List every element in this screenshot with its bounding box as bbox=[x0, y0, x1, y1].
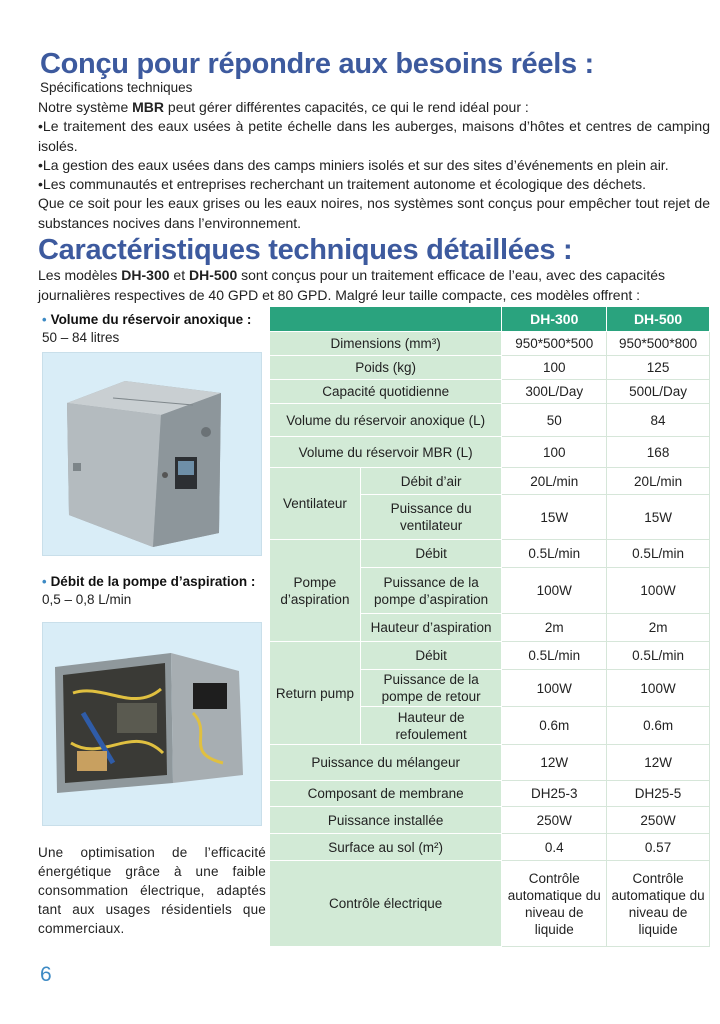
header-dh500: DH-500 bbox=[607, 307, 710, 332]
row-label: Hauteur de refoulement bbox=[360, 707, 501, 745]
row-value-dh300: 0.5L/min bbox=[502, 642, 607, 670]
table-row bbox=[270, 642, 710, 670]
table-row bbox=[270, 380, 710, 404]
row-value-dh300: 20L/min bbox=[502, 468, 607, 495]
group-label-pompe: Pompe d’aspiration bbox=[270, 540, 361, 642]
page-title: Conçu pour répondre aux besoins réels : bbox=[40, 48, 594, 80]
bullet-1: •Le traitement des eaux usées à petite échelle dans les auberges, maisons d’hôtes et centres de camping isolés. bbox=[38, 118, 710, 154]
control-box-photo bbox=[42, 622, 262, 826]
row-value-dh500: 0.5L/min bbox=[607, 540, 710, 568]
table-row bbox=[270, 356, 710, 380]
row-label: Débit d’air bbox=[360, 468, 501, 495]
row-label: Poids (kg) bbox=[270, 356, 502, 380]
feature-2-title: • Débit de la pompe d’aspiration : bbox=[42, 574, 256, 589]
row-label: Surface au sol (m²) bbox=[270, 834, 502, 861]
row-label: Hauteur d’aspiration bbox=[360, 614, 501, 642]
row-value-dh500: 125 bbox=[607, 356, 710, 380]
row-label: Composant de membrane bbox=[270, 781, 502, 807]
group-label-ventilateur: Ventilateur bbox=[270, 468, 361, 540]
row-value-dh500: Contrôle automatique du niveau de liquide bbox=[607, 861, 710, 947]
section-title: Caractéristiques techniques détaillées : bbox=[38, 234, 573, 266]
row-value-dh500: 0.57 bbox=[607, 834, 710, 861]
models-intro: Les modèles DH-300 et DH-500 sont conçus pour un traitement efficace de l’eau, avec des capacités journalières respectives de 40 GPD et 80 GPD. Malgré leur taille compacte, ces modèles offrent : bbox=[38, 267, 666, 303]
table-row bbox=[270, 781, 710, 807]
row-value-dh300: 100 bbox=[502, 356, 607, 380]
row-value-dh500: 250W bbox=[607, 807, 710, 834]
row-label: Puissance de la pompe d’aspiration bbox=[360, 568, 501, 614]
row-value-dh300: 950*500*500 bbox=[502, 332, 607, 356]
table-header-row bbox=[270, 307, 710, 332]
row-value-dh300: 15W bbox=[502, 495, 607, 540]
row-value-dh500: 100W bbox=[607, 670, 710, 707]
feature-1-title: • Volume du réservoir anoxique : bbox=[42, 312, 252, 327]
row-value-dh500: 84 bbox=[607, 404, 710, 437]
row-label: Débit bbox=[360, 642, 501, 670]
closing-paragraph: Que ce soit pour les eaux grises ou les eaux noires, nos systèmes sont conçus pour empêcher tout rejet de substances nocives dans l’environnement. bbox=[38, 195, 710, 231]
row-value-dh500: 0.6m bbox=[607, 707, 710, 745]
row-value-dh500: 12W bbox=[607, 745, 710, 781]
row-label: Puissance du ventilateur bbox=[360, 495, 501, 540]
row-value-dh300: 100W bbox=[502, 568, 607, 614]
row-label: Puissance de la pompe de retour bbox=[360, 670, 501, 707]
row-label: Dimensions (mm³) bbox=[270, 332, 502, 356]
row-label: Débit bbox=[360, 540, 501, 568]
header-dh300: DH-300 bbox=[502, 307, 607, 332]
row-value-dh500: 0.5L/min bbox=[607, 642, 710, 670]
subheading: Spécifications techniques bbox=[40, 80, 193, 95]
row-value-dh300: DH25-3 bbox=[502, 781, 607, 807]
row-label: Volume du réservoir anoxique (L) bbox=[270, 404, 502, 437]
table-row bbox=[270, 834, 710, 861]
table-row bbox=[270, 745, 710, 781]
feature-1-value: 50 – 84 litres bbox=[42, 330, 120, 345]
table-row bbox=[270, 807, 710, 834]
table-row bbox=[270, 437, 710, 468]
bullet-dot-icon: • bbox=[42, 574, 47, 589]
row-value-dh300: 50 bbox=[502, 404, 607, 437]
row-value-dh300: 250W bbox=[502, 807, 607, 834]
bullet-2: •La gestion des eaux usées dans des camps miniers isolés et sur des sites d’événements en plein air. bbox=[38, 157, 669, 173]
row-value-dh300: 300L/Day bbox=[502, 380, 607, 404]
row-value-dh300: Contrôle automatique du niveau de liquide bbox=[502, 861, 607, 947]
row-value-dh300: 100W bbox=[502, 670, 607, 707]
table-header-blank bbox=[270, 307, 502, 332]
row-value-dh500: 15W bbox=[607, 495, 710, 540]
row-value-dh500: 950*500*800 bbox=[607, 332, 710, 356]
row-value-dh500: 2m bbox=[607, 614, 710, 642]
table-row bbox=[270, 468, 710, 495]
row-value-dh500: 168 bbox=[607, 437, 710, 468]
group-label-return-pump: Return pump bbox=[270, 642, 361, 745]
row-value-dh500: 100W bbox=[607, 568, 710, 614]
intro-paragraph: Notre système MBR peut gérer différentes capacités, ce qui le rend idéal pour : bbox=[38, 99, 529, 115]
page-number: 6 bbox=[40, 963, 52, 986]
spec-table bbox=[269, 306, 710, 947]
row-label: Contrôle électrique bbox=[270, 861, 502, 947]
table-row bbox=[270, 861, 710, 947]
row-value-dh500: 20L/min bbox=[607, 468, 710, 495]
row-label: Puissance installée bbox=[270, 807, 502, 834]
tank-photo bbox=[42, 352, 262, 556]
bullet-3: •Les communautés et entreprises recherchant un traitement autonome et écologique des déchets. bbox=[38, 176, 647, 192]
row-label: Capacité quotidienne bbox=[270, 380, 502, 404]
row-value-dh300: 0.4 bbox=[502, 834, 607, 861]
row-label: Puissance du mélangeur bbox=[270, 745, 502, 781]
row-value-dh300: 0.6m bbox=[502, 707, 607, 745]
table-row bbox=[270, 540, 710, 568]
efficiency-text: Une optimisation de l’efficacité énergétique grâce à une faible consommation électrique, adaptés tant aux usages résidentiels que commerciaux. bbox=[38, 845, 266, 936]
row-value-dh500: 500L/Day bbox=[607, 380, 710, 404]
row-value-dh300: 0.5L/min bbox=[502, 540, 607, 568]
row-value-dh300: 100 bbox=[502, 437, 607, 468]
row-label: Volume du réservoir MBR (L) bbox=[270, 437, 502, 468]
table-row bbox=[270, 332, 710, 356]
row-value-dh500: DH25-5 bbox=[607, 781, 710, 807]
row-value-dh300: 2m bbox=[502, 614, 607, 642]
row-value-dh300: 12W bbox=[502, 745, 607, 781]
bullet-dot-icon: • bbox=[42, 312, 47, 327]
table-row bbox=[270, 404, 710, 437]
feature-2-value: 0,5 – 0,8 L/min bbox=[42, 592, 132, 607]
